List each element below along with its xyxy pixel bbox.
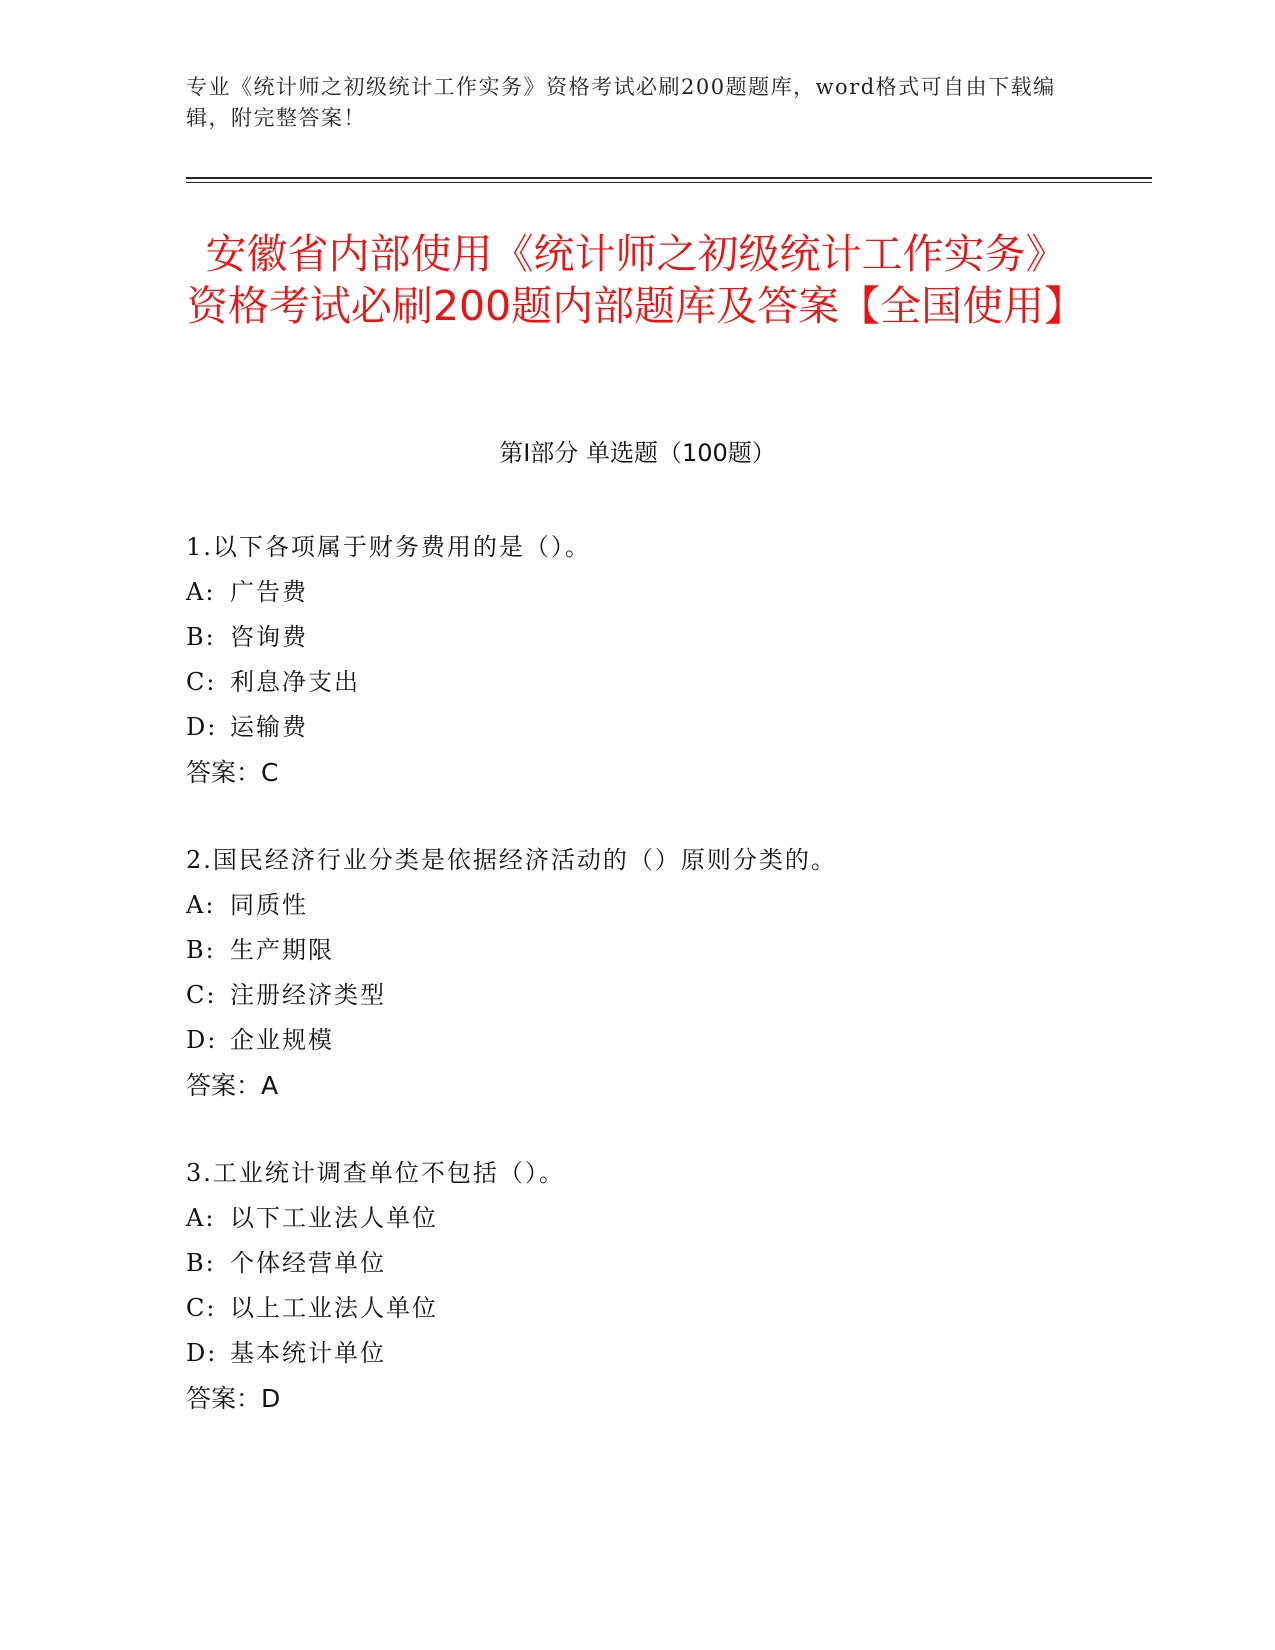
option-d [186,1331,1146,1376]
option-letter: A: [186,1204,216,1232]
option-letter: B: [186,936,216,964]
option-letter: A: [186,891,216,919]
question-stem: 2.国民经济行业分类是依据经济活动的（）原则分类的。 [186,846,837,874]
option-c [186,973,1146,1018]
option-text: 个体经营单位 [230,1249,386,1277]
answer-label: 答案： [186,1384,262,1413]
option-a [186,883,1146,928]
answer-label: 答案： [186,1071,262,1100]
question-stem: 1.以下各项属于财务费用的是（）。 [186,533,591,561]
option-letter: C: [186,1294,217,1322]
option-a [186,570,1146,615]
option-text: 注册经济类型 [230,981,386,1009]
option-text: 企业规模 [230,1026,334,1054]
option-letter: C: [186,668,217,696]
option-c [186,660,1146,705]
option-letter: B: [186,623,216,651]
option-letter: D: [186,1026,218,1054]
answer-line [186,1063,1146,1108]
section-heading: 第Ⅰ部分 单选题（100题） [499,439,776,467]
document-title: 安徽省内部使用《统计师之初级统计工作实务》资格考试必刷200题内部题库及答案【全国使用】 [186,230,1086,330]
answer-value: A [261,1071,279,1100]
header-divider-thin [186,182,1152,183]
option-b [186,615,1146,660]
question-2 [186,838,1146,1108]
option-b [186,1241,1146,1286]
option-text: 利息净支出 [230,668,360,696]
option-text: 生产期限 [230,936,334,964]
question-1 [186,525,1146,795]
option-letter: C: [186,981,217,1009]
answer-line [186,750,1146,795]
question-list [186,525,1146,1464]
option-b [186,928,1146,973]
answer-value: D [261,1384,281,1413]
option-text: 同质性 [230,891,308,919]
header-note: 专业《统计师之初级统计工作实务》资格考试必刷200题题库，word格式可自由下载编辑，附完整答案！ [186,75,1056,130]
option-a [186,1196,1146,1241]
option-letter: D: [186,713,218,741]
option-text: 广告费 [230,578,308,606]
answer-line [186,1376,1146,1421]
option-c [186,1286,1146,1331]
answer-label: 答案： [186,758,262,787]
option-d [186,705,1146,750]
option-text: 以上工业法人单位 [230,1294,438,1322]
question-stem: 3.工业统计调查单位不包括（）。 [186,1159,565,1187]
option-d [186,1018,1146,1063]
option-text: 基本统计单位 [230,1339,386,1367]
option-letter: D: [186,1339,218,1367]
answer-value: C [261,758,279,787]
option-letter: A: [186,578,216,606]
option-text: 运输费 [230,713,308,741]
option-text: 以下工业法人单位 [230,1204,438,1232]
option-letter: B: [186,1249,216,1277]
question-3 [186,1151,1146,1421]
option-text: 咨询费 [230,623,308,651]
header-divider-thick [186,177,1152,179]
